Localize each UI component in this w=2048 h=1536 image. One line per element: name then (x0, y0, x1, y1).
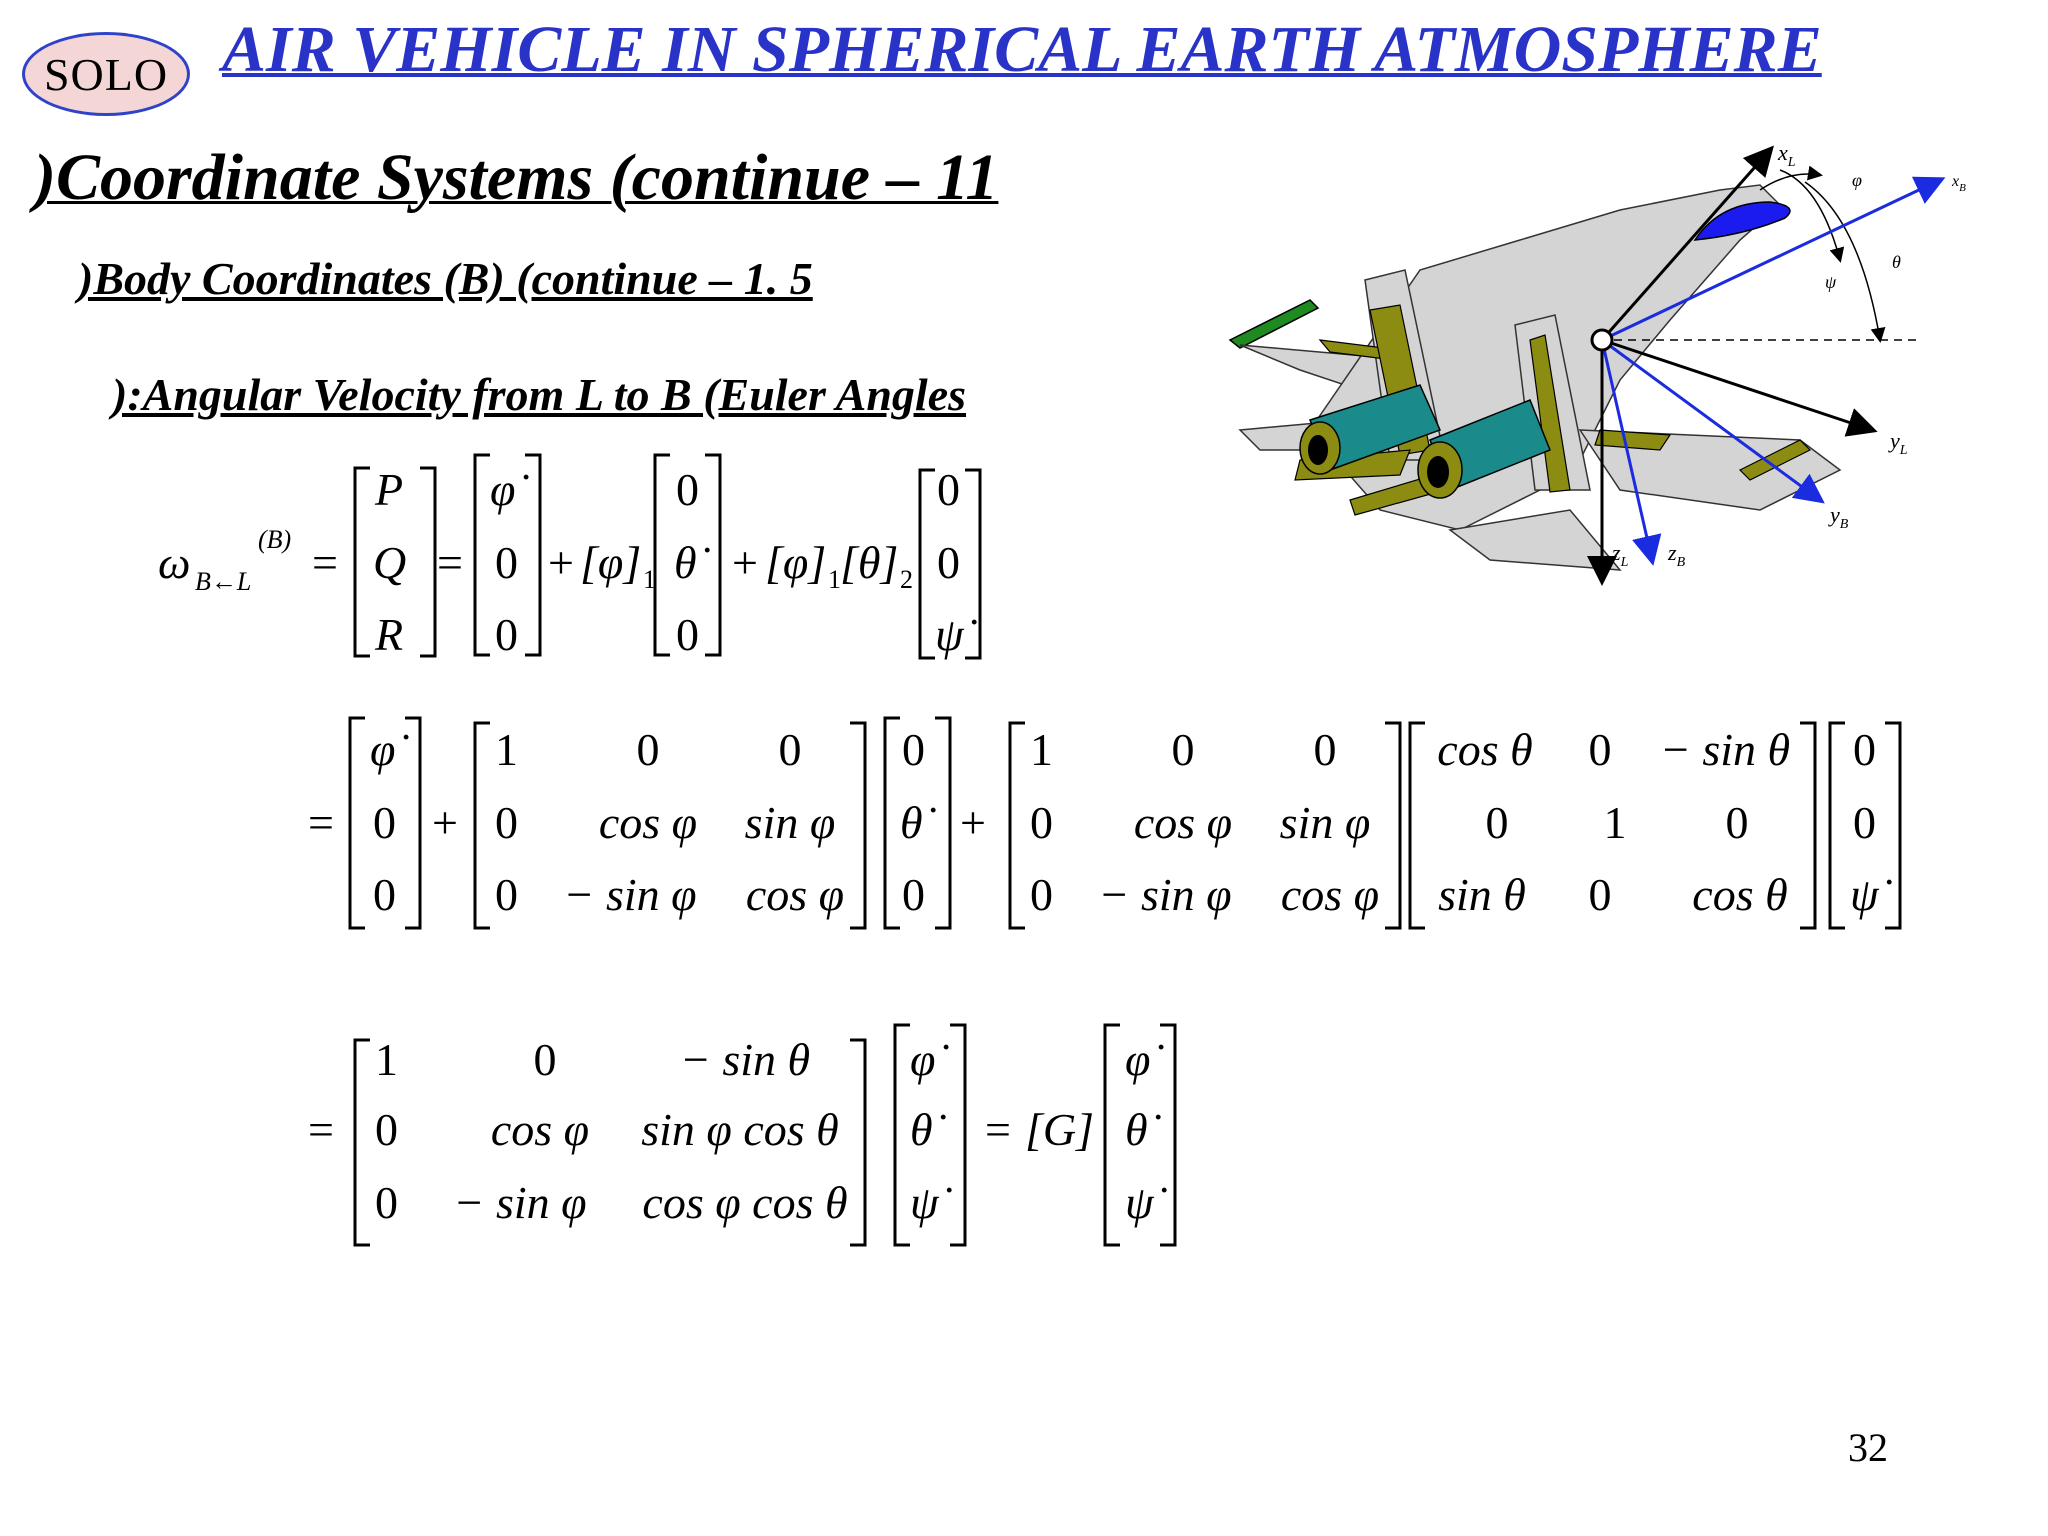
svg-text:1: 1 (375, 1034, 398, 1085)
svg-text:sin θ: sin θ (1438, 869, 1526, 920)
svg-text:0: 0 (375, 1177, 398, 1228)
phi-dot-vec-2: 0 (495, 537, 518, 588)
svg-text:cos θ: cos θ (1437, 724, 1533, 775)
euler-rate-theta-dot: θ̇ (910, 1104, 933, 1155)
theta-dot-vec-3: 0 (676, 609, 699, 660)
equals-sign: = (312, 537, 338, 588)
rot-theta-matrix (1437, 724, 1790, 920)
xB-label: $x_B$ (1952, 173, 1966, 194)
svg-text:cos φ: cos φ (1133, 797, 1233, 848)
equals-sign: = (437, 537, 463, 588)
plus-sign: + (432, 797, 458, 848)
zB-label: $z_B$ (1668, 540, 1686, 570)
topic-heading: ):Angular Velocity from L to B (Euler Angles (112, 369, 967, 420)
rotation-theta: [θ] (840, 537, 899, 588)
theta-label: θ (1892, 252, 1901, 272)
phi-arc (1760, 174, 1820, 190)
svg-text:sin φ cos θ: sin φ cos θ (641, 1104, 839, 1155)
theta-dot-vec-2: θ̇ (674, 537, 697, 588)
g-matrix-label: [G] (1025, 1104, 1095, 1155)
plus-sign: + (960, 797, 986, 848)
svg-text:0: 0 (1725, 797, 1749, 848)
slide-title: AIR VEHICLE IN SPHERICAL EARTH ATMOSPHERE (222, 13, 1822, 86)
phi-dot-vec-1: φ̇ (490, 464, 516, 515)
svg-text:1: 1 (1603, 797, 1627, 848)
rotation-phi: [φ] (580, 537, 642, 588)
section-heading: )Coordinate Systems (continue – 11 (34, 141, 999, 214)
svg-text:− sin φ: − sin φ (453, 1177, 587, 1228)
theta-dot-vec-1: 0 (676, 464, 699, 515)
svg-text:0: 0 (1030, 869, 1053, 920)
svg-text:0: 0 (495, 869, 518, 920)
omega-subscript: B←L (195, 567, 252, 596)
svg-text:− sin φ: − sin φ (563, 869, 697, 920)
theta-dot-vec-3: 0 (902, 869, 925, 920)
equals-sign: = (308, 797, 334, 848)
svg-text:1: 1 (1030, 724, 1053, 775)
equals-sign: = (308, 1104, 334, 1155)
rot-phi-matrix-b (1030, 724, 1379, 920)
svg-text:sin φ: sin φ (1279, 797, 1371, 848)
omega-symbol: ω (158, 537, 191, 588)
yL-label: $y_L$ (1890, 428, 1908, 458)
subscript-2: 2 (900, 565, 913, 594)
svg-text:cos φ: cos φ (745, 869, 845, 920)
yL-axis (1602, 340, 1872, 430)
psi-dot-vec-2: 0 (1853, 797, 1876, 848)
psi-dot-vec-3: ψ̇ (935, 609, 964, 660)
svg-text:1: 1 (495, 724, 518, 775)
theta-dot-vec-1: 0 (902, 724, 925, 775)
g-matrix (375, 1034, 848, 1228)
svg-text:0: 0 (1171, 724, 1195, 775)
svg-text:0: 0 (778, 724, 802, 775)
rotation-phi: [φ] (765, 537, 827, 588)
psi-dot-vec-2: 0 (937, 537, 960, 588)
phi-dot-vec-2: 0 (373, 797, 396, 848)
svg-text:0: 0 (1313, 724, 1337, 775)
phi-label: φ (1852, 170, 1862, 190)
svg-text:0: 0 (495, 797, 518, 848)
psi-dot-vec-3: ψ̇ (1850, 869, 1879, 920)
svg-text:cos φ: cos φ (1280, 869, 1380, 920)
svg-text:− sin θ: − sin θ (679, 1034, 811, 1085)
solo-badge-text: SOLO (43, 48, 169, 100)
equation-block (0, 440, 2048, 1280)
phi-dot-vec-3: 0 (373, 869, 396, 920)
svg-text:cos φ: cos φ (598, 797, 698, 848)
equals-sign: = (985, 1104, 1011, 1155)
svg-text:0: 0 (1588, 869, 1612, 920)
svg-text:0: 0 (1485, 797, 1509, 848)
psi-dot-vec-1: 0 (1853, 724, 1876, 775)
center-of-gravity-marker (1592, 330, 1612, 350)
zL-label: $z_L$ (1612, 540, 1629, 570)
subscript-1: 1 (828, 565, 841, 594)
pqr-q: Q (373, 537, 407, 588)
euler-rate-psi-dot: ψ̇ (910, 1177, 939, 1228)
svg-text:cos θ: cos θ (1692, 869, 1788, 920)
euler-rate-phi-dot: φ̇ (1125, 1034, 1151, 1085)
plus-sign: + (548, 537, 574, 588)
svg-text:− sin θ: − sin θ (1659, 724, 1791, 775)
svg-text:0: 0 (375, 1104, 398, 1155)
svg-text:cos φ cos θ: cos φ cos θ (642, 1177, 848, 1228)
page-number: 32 (1848, 1425, 1888, 1470)
svg-text:cos φ: cos φ (490, 1104, 590, 1155)
psi-label: ψ (1825, 272, 1837, 292)
solo-badge (22, 32, 190, 116)
psi-dot-vec-1: 0 (937, 464, 960, 515)
svg-text:sin φ: sin φ (744, 797, 836, 848)
subsection-heading: )Body Coordinates (B) (continue – 1. 5 (78, 253, 813, 304)
subscript-1: 1 (643, 565, 656, 594)
svg-text:0: 0 (533, 1034, 557, 1085)
rot-phi-matrix-a (495, 724, 844, 920)
plus-sign: + (732, 537, 758, 588)
svg-text:0: 0 (636, 724, 660, 775)
xL-label: $x_L$ (1778, 140, 1796, 170)
euler-rate-phi-dot: φ̇ (910, 1034, 936, 1085)
pqr-p: P (375, 464, 404, 515)
theta-dot-vec-2: θ̇ (900, 797, 923, 848)
yB-label: $y_B$ (1830, 502, 1849, 532)
euler-rate-psi-dot: ψ̇ (1125, 1177, 1154, 1228)
pqr-r: R (375, 609, 404, 660)
svg-text:0: 0 (1030, 797, 1053, 848)
svg-text:− sin φ: − sin φ (1098, 869, 1232, 920)
phi-dot-vec-1: φ̇ (370, 724, 396, 775)
phi-dot-vec-3: 0 (495, 609, 518, 660)
omega-superscript: (B) (258, 525, 292, 554)
theta-arc (1805, 182, 1880, 340)
green-fin-shape (1230, 300, 1318, 348)
svg-text:0: 0 (1588, 724, 1612, 775)
euler-rate-theta-dot: θ̇ (1125, 1104, 1148, 1155)
